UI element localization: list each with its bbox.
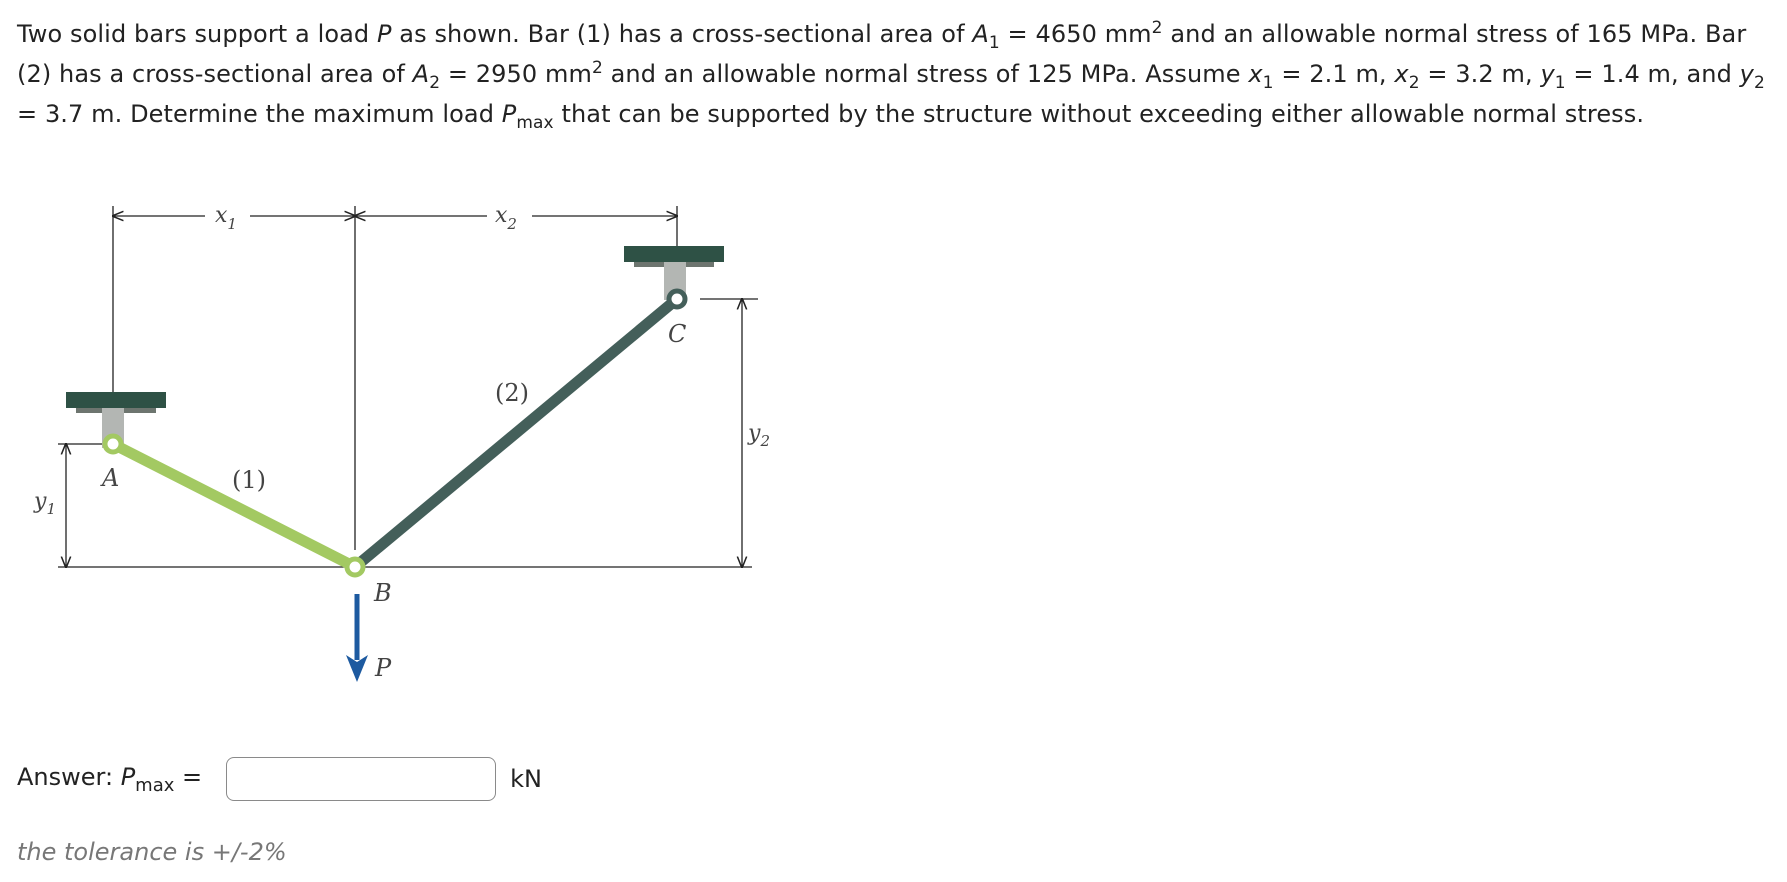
bar-2-label: (2)	[495, 379, 529, 407]
bar-1	[113, 444, 355, 567]
answer-label: Answer: $P_{max}$ =	[17, 762, 203, 796]
load-arrow	[346, 594, 368, 682]
structure-diagram	[0, 190, 800, 710]
bar-2	[355, 299, 677, 567]
answer-input[interactable]	[226, 757, 496, 801]
pin-b	[347, 559, 363, 575]
y2-label: $y_2$	[748, 421, 770, 450]
label-p: P	[375, 654, 392, 682]
bar-1-label: (1)	[232, 466, 266, 494]
tolerance-note: the tolerance is +/-2%	[17, 838, 287, 866]
label-b: B	[374, 579, 392, 607]
label-c: C	[668, 320, 687, 348]
pin-c	[669, 291, 685, 307]
x2-label: $x_2$	[495, 203, 517, 233]
answer-row	[17, 754, 542, 804]
answer-unit: kN	[510, 765, 542, 793]
x1-label: $x_1$	[215, 203, 237, 233]
label-a: A	[102, 464, 120, 492]
pin-a	[105, 436, 121, 452]
y1-label: $y_1$	[34, 489, 56, 518]
problem-statement: Two solid bars support a load P as shown. Bar (1) has a cross-sectional area of $A_1 = 4650$ $mm^2$ and an allowable normal stress of 165 MPa. Bar (2) has a cross-sectional area of $A_2 = 2950$ $mm^2$ and an allowable normal stress of 125 MPa. Assume $x_1 = 2.1$ m, $x_2 = 3.2$ m, $y_1 = 1.4$ m, and $y_2 = 3.7$ m. Determine the maximum load $P_{max}$ that can be supported by the structure without exceeding either allowable normal stress.	[17, 18, 1765, 133]
diagram-svg	[0, 190, 800, 710]
